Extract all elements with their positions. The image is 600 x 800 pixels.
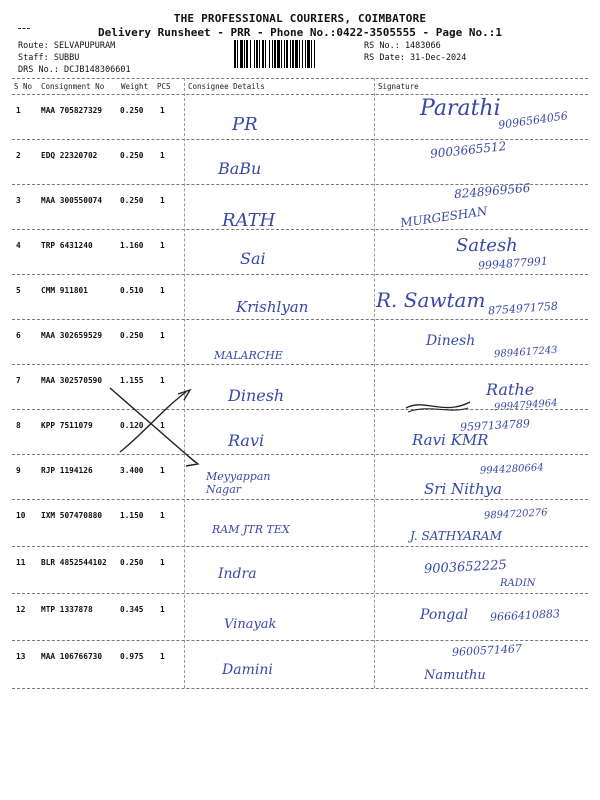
signature-handwriting: Dinesh xyxy=(426,333,476,349)
consignee-handwriting: Dinesh xyxy=(228,386,285,405)
table-row xyxy=(0,640,600,685)
sno-cell: 13 xyxy=(16,652,26,661)
pcs-cell: 1 xyxy=(160,652,165,661)
signature-handwriting: R. Sawtam xyxy=(376,288,486,312)
consignment-cell: CMM 911801 xyxy=(41,286,88,295)
meta-left xyxy=(18,40,131,76)
weight-cell: 1.150 xyxy=(120,511,144,520)
consignee-handwriting: Vinayak xyxy=(224,617,277,632)
barcode-bar xyxy=(315,40,316,68)
weight-cell: 0.975 xyxy=(120,652,144,661)
weight-cell: 0.345 xyxy=(120,605,144,614)
col-header-signature: Signature xyxy=(378,82,419,91)
signature-handwriting: Ravi KMR xyxy=(412,431,489,449)
signature-phone: 9894720276 xyxy=(483,507,548,522)
col-header-sno: S No xyxy=(14,82,33,91)
table-row xyxy=(0,593,600,638)
consignment-cell: MAA 302570590 xyxy=(41,376,103,385)
pcs-cell: 1 xyxy=(160,286,165,295)
sno-cell: 8 xyxy=(16,421,21,430)
rs-date-text: RS Date: 31-Dec-2024 xyxy=(364,53,467,63)
consignment-cell: RJP 1194126 xyxy=(41,466,93,475)
runsheet-subtitle: Delivery Runsheet - PRR - Phone No.:0422-3505555 - Page No.:1 xyxy=(98,26,502,39)
sno-cell: 10 xyxy=(16,511,26,520)
company-title: THE PROFESSIONAL COURIERS, COIMBATORE xyxy=(173,12,427,25)
col-header-weight: Weight xyxy=(121,82,149,91)
pcs-cell: 1 xyxy=(160,466,165,475)
consignee-handwriting: BaBu xyxy=(218,159,262,178)
meta-right xyxy=(364,40,466,64)
barcode xyxy=(234,40,356,68)
rs-no-text: RS No.: 1483066 xyxy=(364,41,441,51)
signature-phone: 8754971758 xyxy=(487,299,559,318)
weight-cell: 1.160 xyxy=(120,241,144,250)
consignee-handwriting: RATH xyxy=(222,210,276,231)
consignment-cell: MAA 106766730 xyxy=(41,652,103,661)
consignment-cell: BLR 4852544102 xyxy=(41,558,107,567)
consignee-handwriting: PR xyxy=(232,114,258,135)
consignment-cell: TRP 6431240 xyxy=(41,241,93,250)
weight-cell: 0.250 xyxy=(120,196,144,205)
signature-phone: 9944280664 xyxy=(479,462,544,477)
signature-phone: 9994794964 xyxy=(493,397,558,414)
weight-cell: 0.250 xyxy=(120,106,144,115)
consignment-cell: MAA 705827329 xyxy=(41,106,103,115)
sno-cell: 5 xyxy=(16,286,21,295)
table-row xyxy=(0,139,600,184)
consignee-handwriting: Indra xyxy=(218,566,257,582)
pcs-cell: 1 xyxy=(160,151,165,160)
pcs-cell: 1 xyxy=(160,331,165,340)
consignment-cell: MTP 1337878 xyxy=(41,605,93,614)
pcs-cell: 1 xyxy=(160,106,165,115)
drs-text: DRS No.: DCJB148306601 xyxy=(18,65,131,75)
sno-cell: 2 xyxy=(16,151,21,160)
table-row xyxy=(0,364,600,414)
table-row xyxy=(0,546,600,591)
sno-cell: 3 xyxy=(16,196,21,205)
consignee-handwriting: Ravi xyxy=(228,431,265,450)
table-bottom-rule xyxy=(12,688,588,689)
signature-handwriting: Satesh xyxy=(456,235,518,256)
table-row xyxy=(0,229,600,274)
table-row xyxy=(0,499,600,544)
signature-handwriting: RADIN xyxy=(500,578,536,589)
pcs-cell: 1 xyxy=(160,241,165,250)
sno-cell: 4 xyxy=(16,241,21,250)
sno-cell: 6 xyxy=(16,331,21,340)
consignee-handwriting: MALARCHE xyxy=(214,349,283,362)
col-header-consignment: Consignment No xyxy=(41,82,105,91)
sno-cell: 7 xyxy=(16,376,21,385)
signature-handwriting: J. SATHYARAM xyxy=(410,529,502,543)
pcs-cell: 1 xyxy=(160,421,165,430)
consignment-cell: IXM 507470880 xyxy=(41,511,103,520)
signature-phone: 9600571467 xyxy=(451,642,523,659)
pcs-cell: 1 xyxy=(160,558,165,567)
signature-handwriting: Parathi xyxy=(420,96,501,121)
weight-cell: 0.250 xyxy=(120,331,144,340)
table-top-rule xyxy=(12,78,588,79)
table-row xyxy=(0,454,600,499)
pcs-cell: 1 xyxy=(160,376,165,385)
weight-cell: 0.250 xyxy=(120,151,144,160)
signature-handwriting: MURGESHAN xyxy=(399,203,489,231)
signature-phone: 8248969566 xyxy=(453,180,531,202)
weight-cell: 0.250 xyxy=(120,558,144,567)
consignee-handwriting: RAM JTR TEX xyxy=(212,523,290,536)
consignment-cell: KPP 7511079 xyxy=(41,421,93,430)
signature-phone: 9666410883 xyxy=(489,607,561,624)
sno-cell: 12 xyxy=(16,605,26,614)
col-header-consignee: Consignee Details xyxy=(188,82,265,91)
weight-cell: 1.155 xyxy=(120,376,144,385)
signature-phone: 9597134789 xyxy=(459,417,531,434)
table-row xyxy=(0,274,600,319)
consignee-handwriting: Meyyappan Nagar xyxy=(206,470,271,496)
sno-cell: 9 xyxy=(16,466,21,475)
table-row xyxy=(0,94,600,139)
weight-cell: 0.510 xyxy=(120,286,144,295)
signature-handwriting: Pongal xyxy=(420,607,469,623)
signature-phone: 9003665512 xyxy=(429,139,507,161)
table-row xyxy=(0,409,600,454)
consignee-handwriting: Sai xyxy=(240,249,266,268)
pcs-cell: 1 xyxy=(160,511,165,520)
signature-phone: 9994877991 xyxy=(477,254,549,273)
route-text: Route: SELVAPUPURAM xyxy=(18,41,116,51)
table-row xyxy=(0,319,600,364)
signature-handwriting: Namuthu xyxy=(424,668,486,683)
signature-phone: 9894617243 xyxy=(493,344,558,361)
consignment-cell: MAA 300550074 xyxy=(41,196,103,205)
consignee-handwriting: Krishlyan xyxy=(236,298,309,316)
weight-cell: 0.120 xyxy=(120,421,144,430)
pcs-cell: 1 xyxy=(160,605,165,614)
consignment-cell: MAA 302659529 xyxy=(41,331,103,340)
col-header-pcs: PCS xyxy=(157,82,171,91)
signature-handwriting: Sri Nithya xyxy=(424,480,503,498)
signature-phone: 9096564056 xyxy=(497,109,569,132)
consignee-handwriting: Damini xyxy=(222,662,273,678)
signature-handwriting: Rathe xyxy=(486,380,535,399)
staff-text: Staff: SUBBU xyxy=(18,53,80,63)
sno-cell: 11 xyxy=(16,558,26,567)
pcs-cell: 1 xyxy=(160,196,165,205)
weight-cell: 3.400 xyxy=(120,466,144,475)
consignment-cell: EDQ 22320702 xyxy=(41,151,98,160)
sno-cell: 1 xyxy=(16,106,21,115)
signature-phone: 9003652225 xyxy=(423,557,508,578)
table-row xyxy=(0,180,600,231)
